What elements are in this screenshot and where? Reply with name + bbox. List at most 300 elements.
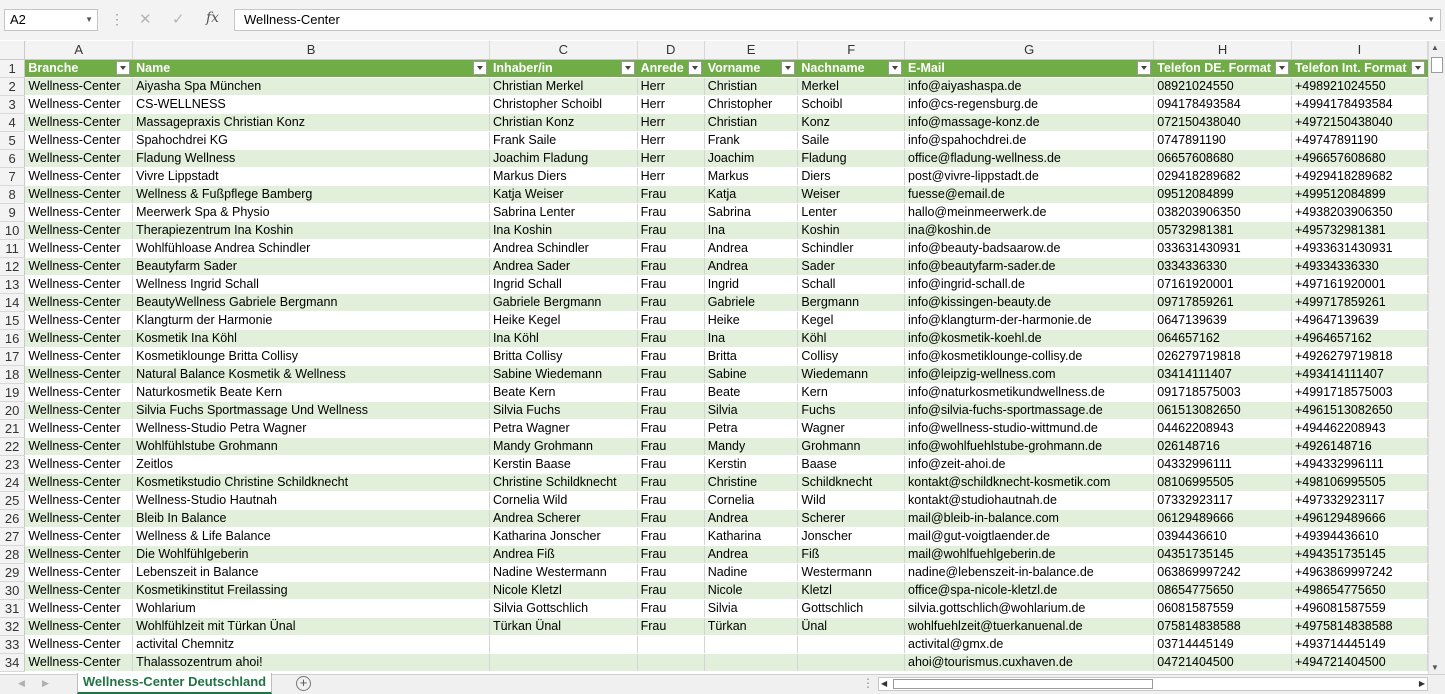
insert-function-icon[interactable]: fx: [206, 10, 220, 26]
formula-input[interactable]: [234, 9, 1441, 31]
cell-inhaber[interactable]: [489, 473, 637, 491]
cell-telefon-int[interactable]: [1291, 473, 1427, 491]
cell-anrede[interactable]: [637, 365, 704, 383]
cell-telefon-int[interactable]: [1291, 365, 1427, 383]
cell-telefon-int[interactable]: [1291, 527, 1427, 545]
cell-telefon-int[interactable]: [1291, 329, 1427, 347]
cell-name[interactable]: [133, 95, 490, 113]
cell-anrede[interactable]: [637, 329, 704, 347]
cell-branche[interactable]: [25, 509, 133, 527]
cell-email[interactable]: [905, 581, 1154, 599]
cell-inhaber[interactable]: [489, 653, 637, 671]
cell-name[interactable]: [133, 545, 490, 563]
cell-name[interactable]: [133, 239, 490, 257]
cell-nachname[interactable]: [798, 653, 905, 671]
row-number[interactable]: 25: [0, 491, 25, 509]
cell-nachname[interactable]: [798, 563, 905, 581]
cell-inhaber[interactable]: [489, 257, 637, 275]
cell-nachname[interactable]: [798, 455, 905, 473]
cell-telefon-int[interactable]: [1291, 581, 1427, 599]
row-number[interactable]: 16: [0, 329, 25, 347]
cell-telefon-de[interactable]: [1154, 113, 1292, 131]
cell-telefon-int[interactable]: [1291, 131, 1427, 149]
cell-inhaber[interactable]: [489, 221, 637, 239]
cell-telefon-int[interactable]: [1291, 383, 1427, 401]
cell-inhaber[interactable]: [489, 491, 637, 509]
cell-name[interactable]: [133, 365, 490, 383]
cell-branche[interactable]: [25, 383, 133, 401]
cell-email[interactable]: [905, 113, 1154, 131]
cancel-icon[interactable]: ✕: [139, 11, 152, 28]
cell-nachname[interactable]: [798, 293, 905, 311]
cell-vorname[interactable]: [704, 635, 798, 653]
cell-telefon-int[interactable]: [1291, 509, 1427, 527]
cell-email[interactable]: [905, 221, 1154, 239]
cell-anrede[interactable]: [637, 509, 704, 527]
cell-inhaber[interactable]: [489, 527, 637, 545]
cell-name[interactable]: [133, 347, 490, 365]
cell-branche[interactable]: [25, 419, 133, 437]
cell-anrede[interactable]: [637, 167, 704, 185]
cell-nachname[interactable]: [798, 311, 905, 329]
cell-branche[interactable]: [25, 581, 133, 599]
cell-telefon-de[interactable]: [1154, 491, 1292, 509]
cell-telefon-int[interactable]: [1291, 311, 1427, 329]
cell-telefon-int[interactable]: [1291, 419, 1427, 437]
cell-email[interactable]: [905, 329, 1154, 347]
cell-inhaber[interactable]: [489, 545, 637, 563]
cell-telefon-int[interactable]: [1291, 563, 1427, 581]
cell-branche[interactable]: [25, 617, 133, 635]
name-box[interactable]: [4, 9, 98, 31]
cell-nachname[interactable]: [798, 635, 905, 653]
cell-telefon-int[interactable]: [1291, 167, 1427, 185]
cell-branche[interactable]: [25, 599, 133, 617]
cell-inhaber[interactable]: [489, 77, 637, 95]
row-number[interactable]: 2: [0, 77, 25, 95]
cell-vorname[interactable]: [704, 419, 798, 437]
cell-email[interactable]: [905, 563, 1154, 581]
cell-telefon-int[interactable]: [1291, 149, 1427, 167]
header-cell-email[interactable]: [905, 59, 1154, 77]
cell-name[interactable]: [133, 581, 490, 599]
cell-telefon-de[interactable]: [1154, 257, 1292, 275]
cell-vorname[interactable]: [704, 311, 798, 329]
header-cell-telefon-int[interactable]: [1291, 59, 1427, 77]
cell-email[interactable]: [905, 617, 1154, 635]
cell-email[interactable]: [905, 599, 1154, 617]
cell-vorname[interactable]: [704, 77, 798, 95]
cell-anrede[interactable]: [637, 311, 704, 329]
row-number[interactable]: 4: [0, 113, 25, 131]
cell-inhaber[interactable]: [489, 293, 637, 311]
row-number[interactable]: 27: [0, 527, 25, 545]
cell-anrede[interactable]: [637, 257, 704, 275]
header-cell-inhaber[interactable]: [489, 59, 637, 77]
row-number[interactable]: 19: [0, 383, 25, 401]
cell-nachname[interactable]: [798, 95, 905, 113]
cell-anrede[interactable]: [637, 617, 704, 635]
cell-name[interactable]: [133, 131, 490, 149]
column-header[interactable]: I: [1291, 41, 1427, 59]
cell-telefon-de[interactable]: [1154, 149, 1292, 167]
cell-branche[interactable]: [25, 545, 133, 563]
cell-anrede[interactable]: [637, 149, 704, 167]
cell-name[interactable]: [133, 401, 490, 419]
cell-inhaber[interactable]: [489, 635, 637, 653]
cell-vorname[interactable]: [704, 545, 798, 563]
cell-email[interactable]: [905, 167, 1154, 185]
cell-inhaber[interactable]: [489, 419, 637, 437]
cell-name[interactable]: [133, 599, 490, 617]
cell-anrede[interactable]: [637, 473, 704, 491]
filter-dropdown-icon[interactable]: [1411, 61, 1425, 75]
cell-email[interactable]: [905, 149, 1154, 167]
cell-telefon-int[interactable]: [1291, 77, 1427, 95]
header-cell-name[interactable]: [133, 59, 490, 77]
scroll-left-icon[interactable]: ◀: [881, 679, 888, 688]
cell-telefon-int[interactable]: [1291, 635, 1427, 653]
cell-branche[interactable]: [25, 491, 133, 509]
cell-email[interactable]: [905, 77, 1154, 95]
cell-anrede[interactable]: [637, 347, 704, 365]
cell-email[interactable]: [905, 239, 1154, 257]
cell-branche[interactable]: [25, 95, 133, 113]
cell-nachname[interactable]: [798, 77, 905, 95]
scroll-right-icon[interactable]: ▶: [1418, 679, 1425, 688]
cell-telefon-de[interactable]: [1154, 419, 1292, 437]
cell-vorname[interactable]: [704, 563, 798, 581]
cell-name[interactable]: [133, 527, 490, 545]
cell-telefon-de[interactable]: [1154, 581, 1292, 599]
cell-anrede[interactable]: [637, 95, 704, 113]
cell-branche[interactable]: [25, 311, 133, 329]
cell-name[interactable]: [133, 257, 490, 275]
cell-branche[interactable]: [25, 293, 133, 311]
chevron-down-icon[interactable]: ▼: [85, 15, 93, 24]
cell-email[interactable]: [905, 437, 1154, 455]
cell-nachname[interactable]: [798, 599, 905, 617]
cell-telefon-int[interactable]: [1291, 185, 1427, 203]
cell-inhaber[interactable]: [489, 149, 637, 167]
cell-telefon-int[interactable]: [1291, 95, 1427, 113]
cell-vorname[interactable]: [704, 347, 798, 365]
cell-vorname[interactable]: [704, 167, 798, 185]
cell-telefon-de[interactable]: [1154, 293, 1292, 311]
cell-anrede[interactable]: [637, 383, 704, 401]
cell-nachname[interactable]: [798, 509, 905, 527]
cell-anrede[interactable]: [637, 239, 704, 257]
cell-name[interactable]: [133, 563, 490, 581]
cell-inhaber[interactable]: [489, 455, 637, 473]
cell-telefon-de[interactable]: [1154, 473, 1292, 491]
cell-telefon-de[interactable]: [1154, 77, 1292, 95]
cell-name[interactable]: [133, 617, 490, 635]
cell-vorname[interactable]: [704, 275, 798, 293]
row-number[interactable]: 22: [0, 437, 25, 455]
cell-email[interactable]: [905, 545, 1154, 563]
row-number[interactable]: 20: [0, 401, 25, 419]
cell-vorname[interactable]: [704, 383, 798, 401]
cell-anrede[interactable]: [637, 419, 704, 437]
cell-telefon-de[interactable]: [1154, 239, 1292, 257]
cell-inhaber[interactable]: [489, 311, 637, 329]
cell-email[interactable]: [905, 509, 1154, 527]
cell-inhaber[interactable]: [489, 509, 637, 527]
cell-telefon-int[interactable]: [1291, 617, 1427, 635]
cell-email[interactable]: [905, 347, 1154, 365]
scroll-thumb[interactable]: [1431, 57, 1443, 73]
cell-branche[interactable]: [25, 329, 133, 347]
cell-nachname[interactable]: [798, 419, 905, 437]
column-header[interactable]: A: [25, 41, 133, 59]
cell-inhaber[interactable]: [489, 167, 637, 185]
cell-vorname[interactable]: [704, 365, 798, 383]
cell-branche[interactable]: [25, 221, 133, 239]
cell-anrede[interactable]: [637, 131, 704, 149]
cell-name[interactable]: [133, 275, 490, 293]
row-number[interactable]: 28: [0, 545, 25, 563]
row-number[interactable]: 8: [0, 185, 25, 203]
cell-telefon-de[interactable]: [1154, 563, 1292, 581]
horizontal-scrollbar[interactable]: [878, 677, 1428, 691]
cell-vorname[interactable]: [704, 113, 798, 131]
cell-telefon-de[interactable]: [1154, 401, 1292, 419]
cell-email[interactable]: [905, 491, 1154, 509]
row-number[interactable]: 23: [0, 455, 25, 473]
cell-telefon-de[interactable]: [1154, 203, 1292, 221]
cell-vorname[interactable]: [704, 437, 798, 455]
row-number[interactable]: 26: [0, 509, 25, 527]
row-number[interactable]: 24: [0, 473, 25, 491]
cell-telefon-de[interactable]: [1154, 221, 1292, 239]
cell-nachname[interactable]: [798, 347, 905, 365]
cell-name[interactable]: [133, 635, 490, 653]
cell-vorname[interactable]: [704, 185, 798, 203]
row-number[interactable]: 12: [0, 257, 25, 275]
cell-inhaber[interactable]: [489, 203, 637, 221]
cell-anrede[interactable]: [637, 527, 704, 545]
row-number[interactable]: 34: [0, 653, 25, 671]
cell-nachname[interactable]: [798, 131, 905, 149]
cell-telefon-int[interactable]: [1291, 257, 1427, 275]
cell-telefon-int[interactable]: [1291, 491, 1427, 509]
row-number[interactable]: 13: [0, 275, 25, 293]
cell-name[interactable]: [133, 149, 490, 167]
cell-inhaber[interactable]: [489, 275, 637, 293]
filter-dropdown-icon[interactable]: [781, 61, 795, 75]
cell-inhaber[interactable]: [489, 563, 637, 581]
cell-telefon-int[interactable]: [1291, 275, 1427, 293]
filter-dropdown-icon[interactable]: [621, 61, 635, 75]
cell-inhaber[interactable]: [489, 131, 637, 149]
cell-name[interactable]: [133, 455, 490, 473]
filter-dropdown-icon[interactable]: [688, 61, 702, 75]
cell-name[interactable]: [133, 293, 490, 311]
row-number[interactable]: 21: [0, 419, 25, 437]
cell-nachname[interactable]: [798, 545, 905, 563]
row-number[interactable]: 32: [0, 617, 25, 635]
cell-nachname[interactable]: [798, 167, 905, 185]
cell-nachname[interactable]: [798, 491, 905, 509]
cell-nachname[interactable]: [798, 527, 905, 545]
cell-branche[interactable]: [25, 131, 133, 149]
cell-vorname[interactable]: [704, 509, 798, 527]
cell-name[interactable]: [133, 419, 490, 437]
cell-email[interactable]: [905, 311, 1154, 329]
filter-dropdown-icon[interactable]: [473, 61, 487, 75]
cell-telefon-de[interactable]: [1154, 131, 1292, 149]
cell-vorname[interactable]: [704, 599, 798, 617]
cell-name[interactable]: [133, 329, 490, 347]
column-header[interactable]: H: [1154, 41, 1292, 59]
cell-anrede[interactable]: [637, 635, 704, 653]
cell-telefon-int[interactable]: [1291, 599, 1427, 617]
cell-vorname[interactable]: [704, 293, 798, 311]
cell-name[interactable]: [133, 311, 490, 329]
scroll-thumb[interactable]: [893, 679, 1153, 689]
cell-nachname[interactable]: [798, 383, 905, 401]
cell-nachname[interactable]: [798, 257, 905, 275]
row-number[interactable]: 29: [0, 563, 25, 581]
cell-vorname[interactable]: [704, 617, 798, 635]
cell-anrede[interactable]: [637, 545, 704, 563]
cell-branche[interactable]: [25, 473, 133, 491]
cell-inhaber[interactable]: [489, 401, 637, 419]
filter-dropdown-icon[interactable]: [116, 61, 130, 75]
cell-vorname[interactable]: [704, 95, 798, 113]
header-cell-vorname[interactable]: [704, 59, 798, 77]
cell-inhaber[interactable]: [489, 437, 637, 455]
cell-name[interactable]: [133, 221, 490, 239]
cell-email[interactable]: [905, 419, 1154, 437]
cell-anrede[interactable]: [637, 653, 704, 671]
cell-telefon-int[interactable]: [1291, 293, 1427, 311]
cell-name[interactable]: [133, 491, 490, 509]
cell-nachname[interactable]: [798, 275, 905, 293]
cell-telefon-de[interactable]: [1154, 95, 1292, 113]
cell-inhaber[interactable]: [489, 347, 637, 365]
cell-branche[interactable]: [25, 527, 133, 545]
cell-name[interactable]: [133, 203, 490, 221]
column-header[interactable]: G: [905, 41, 1154, 59]
cell-name[interactable]: [133, 653, 490, 671]
cell-telefon-de[interactable]: [1154, 653, 1292, 671]
cell-branche[interactable]: [25, 347, 133, 365]
add-sheet-icon[interactable]: +: [296, 676, 311, 691]
cell-email[interactable]: [905, 131, 1154, 149]
cell-telefon-de[interactable]: [1154, 599, 1292, 617]
row-number[interactable]: 33: [0, 635, 25, 653]
cell-telefon-int[interactable]: [1291, 401, 1427, 419]
cell-nachname[interactable]: [798, 239, 905, 257]
cell-branche[interactable]: [25, 437, 133, 455]
row-number[interactable]: 1: [0, 59, 25, 77]
filter-dropdown-icon[interactable]: [1137, 61, 1151, 75]
cell-vorname[interactable]: [704, 329, 798, 347]
vertical-scrollbar[interactable]: [1428, 41, 1445, 674]
cell-telefon-de[interactable]: [1154, 347, 1292, 365]
cell-telefon-de[interactable]: [1154, 527, 1292, 545]
scroll-down-icon[interactable]: ▼: [1431, 663, 1439, 672]
cell-branche[interactable]: [25, 365, 133, 383]
row-number[interactable]: 9: [0, 203, 25, 221]
confirm-icon[interactable]: ✓: [172, 11, 185, 28]
cell-branche[interactable]: [25, 257, 133, 275]
cell-inhaber[interactable]: [489, 185, 637, 203]
cell-branche[interactable]: [25, 239, 133, 257]
header-cell-nachname[interactable]: [798, 59, 905, 77]
row-number[interactable]: 7: [0, 167, 25, 185]
cell-nachname[interactable]: [798, 185, 905, 203]
header-cell-telefon-de[interactable]: [1154, 59, 1292, 77]
cell-branche[interactable]: [25, 185, 133, 203]
cell-name[interactable]: [133, 77, 490, 95]
cell-anrede[interactable]: [637, 185, 704, 203]
row-number[interactable]: 31: [0, 599, 25, 617]
column-header[interactable]: C: [489, 41, 637, 59]
cell-anrede[interactable]: [637, 401, 704, 419]
cell-branche[interactable]: [25, 455, 133, 473]
cell-email[interactable]: [905, 635, 1154, 653]
row-number[interactable]: 18: [0, 365, 25, 383]
cell-telefon-int[interactable]: [1291, 203, 1427, 221]
cell-inhaber[interactable]: [489, 329, 637, 347]
cell-anrede[interactable]: [637, 581, 704, 599]
cell-vorname[interactable]: [704, 239, 798, 257]
cell-branche[interactable]: [25, 635, 133, 653]
cell-nachname[interactable]: [798, 581, 905, 599]
column-header[interactable]: E: [704, 41, 798, 59]
row-number[interactable]: 6: [0, 149, 25, 167]
row-number[interactable]: 30: [0, 581, 25, 599]
cell-branche[interactable]: [25, 77, 133, 95]
cell-telefon-de[interactable]: [1154, 275, 1292, 293]
more-dots-icon[interactable]: ⋮: [862, 676, 874, 690]
cell-anrede[interactable]: [637, 203, 704, 221]
column-header[interactable]: B: [133, 41, 490, 59]
cell-telefon-de[interactable]: [1154, 365, 1292, 383]
cell-nachname[interactable]: [798, 617, 905, 635]
prev-sheet-icon[interactable]: ◀: [18, 678, 25, 688]
cell-nachname[interactable]: [798, 113, 905, 131]
cell-email[interactable]: [905, 473, 1154, 491]
cell-name[interactable]: [133, 509, 490, 527]
cell-anrede[interactable]: [637, 221, 704, 239]
scroll-up-icon[interactable]: ▲: [1431, 43, 1439, 52]
spreadsheet-grid[interactable]: [0, 41, 1428, 674]
cell-telefon-de[interactable]: [1154, 455, 1292, 473]
cell-nachname[interactable]: [798, 221, 905, 239]
header-cell-anrede[interactable]: [637, 59, 704, 77]
filter-dropdown-icon[interactable]: [888, 61, 902, 75]
cell-branche[interactable]: [25, 113, 133, 131]
cell-vorname[interactable]: [704, 473, 798, 491]
cell-vorname[interactable]: [704, 401, 798, 419]
cell-nachname[interactable]: [798, 473, 905, 491]
cell-branche[interactable]: [25, 401, 133, 419]
cell-vorname[interactable]: [704, 491, 798, 509]
cell-email[interactable]: [905, 365, 1154, 383]
cell-nachname[interactable]: [798, 329, 905, 347]
cell-email[interactable]: [905, 257, 1154, 275]
cell-telefon-de[interactable]: [1154, 635, 1292, 653]
cell-email[interactable]: [905, 275, 1154, 293]
cell-email[interactable]: [905, 185, 1154, 203]
cell-email[interactable]: [905, 95, 1154, 113]
cell-telefon-de[interactable]: [1154, 509, 1292, 527]
cell-anrede[interactable]: [637, 491, 704, 509]
